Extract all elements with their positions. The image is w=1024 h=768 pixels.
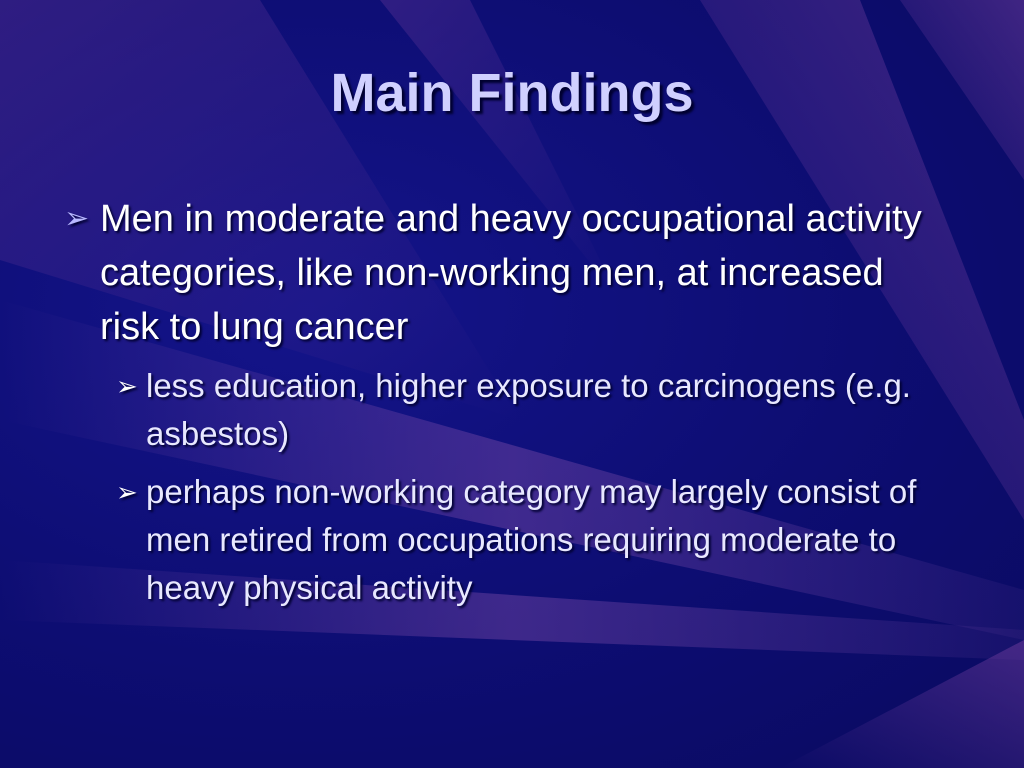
arrow-bullet-icon: ➢ [64,202,90,235]
ray-shape [780,640,1024,768]
arrow-bullet-icon: ➢ [116,477,138,507]
bullet-text: Men in moderate and heavy occupational activity categories, like non-working men, at increased risk to lung cancer [100,198,922,348]
subbullet-item [116,362,964,458]
slide-title: Main Findings [330,63,694,123]
bullet-row [64,192,964,354]
subbullet-list [116,362,964,612]
subbullet-text: less education, higher exposure to carcinogens (e.g. asbestos) [146,367,911,452]
arrow-bullet-icon: ➢ [116,371,138,401]
subbullet-item [116,468,964,612]
subbullet-text: perhaps non-working category may largely consist of men retired from occupations requiring moderate to heavy physical activity [146,473,917,606]
main-bullet [64,192,964,622]
